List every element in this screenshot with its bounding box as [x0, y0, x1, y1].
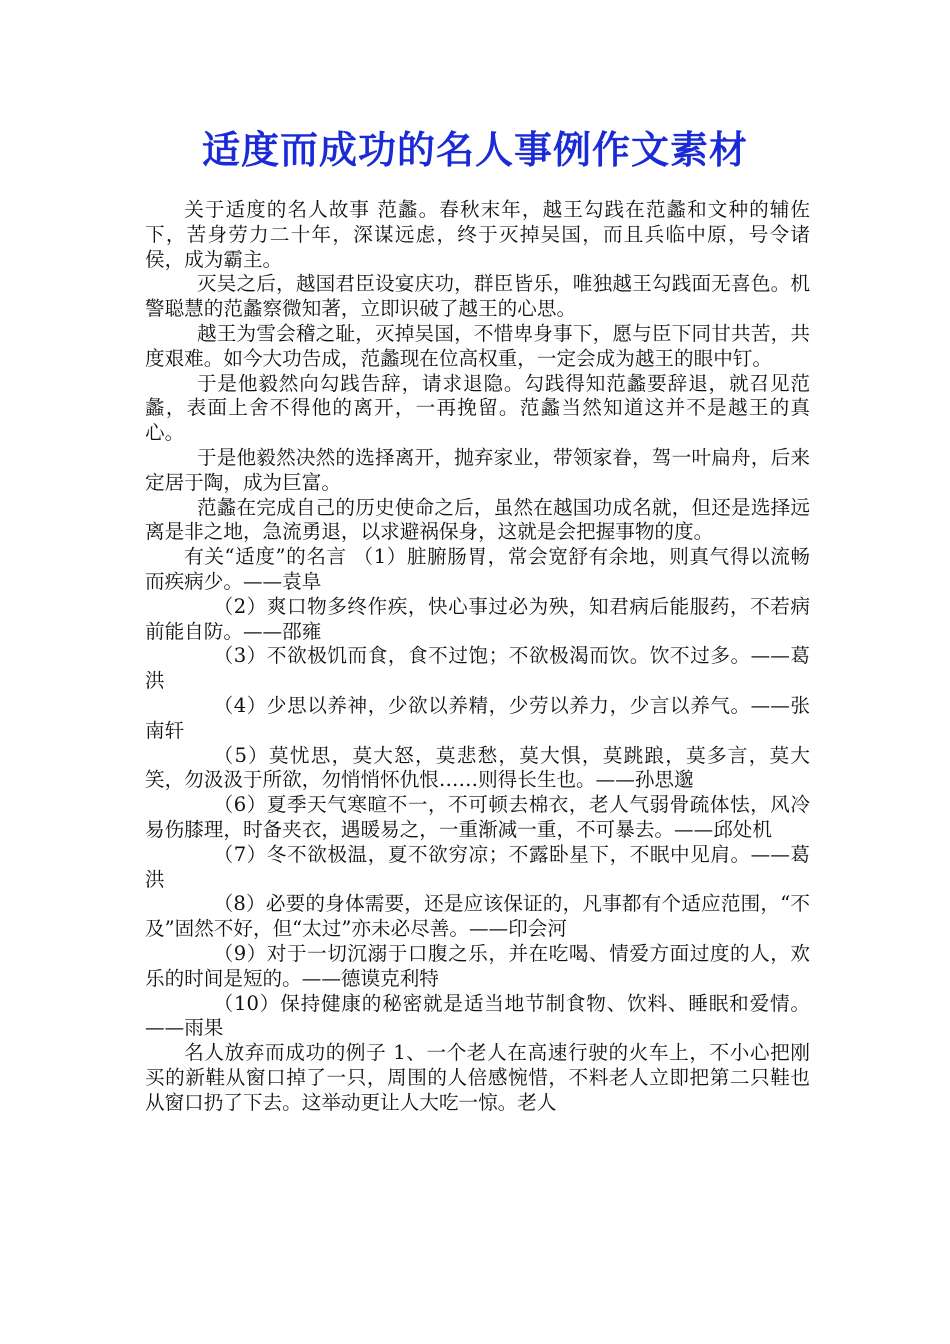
paragraph: （2）爽口物多终作疾，快心事过必为殃，知君病后能服药，不若病前能自防。——邵雍 [145, 594, 810, 643]
paragraph: （9）对于一切沉溺于口腹之乐，并在吃喝、情爱方面过度的人，欢乐的时间是短的。——德谟克利特 [145, 941, 810, 990]
paragraph: 名人放弃而成功的例子 1、一个老人在高速行驶的火车上，不小心把刚买的新鞋从窗口掉了一只，周围的人倍感惋惜，不料老人立即把第二只鞋也从窗口扔了下去。这举动更让人大吃一惊。老人 [145, 1041, 810, 1114]
paragraph: （10）保持健康的秘密就是适当地节制食物、饮料、睡眠和爱情。——雨果 [145, 991, 810, 1040]
paragraph: （8）必要的身体需要，还是应该保证的，凡事都有个适应范围，“不及”固然不好，但“太过”亦未必尽善。——印会河 [145, 892, 810, 941]
paragraph: 灭吴之后，越国君臣设宴庆功，群臣皆乐，唯独越王勾践面无喜色。机警聪慧的范蠡察微知著，立即识破了越王的心思。 [145, 272, 810, 321]
paragraph: 于是他毅然决然的选择离开，抛弃家业，带领家眷，驾一叶扁舟，后来定居于陶，成为巨富。 [145, 445, 810, 494]
paragraph: 范蠡在完成自己的历史使命之后，虽然在越国功成名就，但还是选择远离是非之地，急流勇退，以求避祸保身，这就是会把握事物的度。 [145, 495, 810, 544]
paragraph: （3）不欲极饥而食，食不过饱；不欲极渴而饮。饮不过多。——葛洪 [145, 644, 810, 693]
paragraph: 关于适度的名人故事 范蠡。春秋末年，越王勾践在范蠡和文种的辅佐下，苦身劳力二十年，深谋远虑，终于灭掉吴国，而且兵临中原，号令诸侯，成为霸主。 [145, 198, 810, 271]
paragraph: （4）少思以养神，少欲以养精，少劳以养力，少言以养气。——张南轩 [145, 693, 810, 742]
document-title: 适度而成功的名人事例作文素材 [201, 127, 748, 172]
paragraph: （6）夏季天气寒暄不一，不可顿去棉衣，老人气弱骨疏体怯，风冷易伤膝理，时备夹衣，遇暖易之，一重渐减一重，不可暴去。——邱处机 [145, 793, 810, 841]
document-body [145, 198, 810, 1115]
paragraph: 越王为雪会稽之耻，灭掉吴国，不惜卑身事下，愿与臣下同甘共苦，共度艰难。如今大功告成，范蠡现在位高权重，一定会成为越王的眼中钉。 [145, 321, 810, 370]
paragraph: 于是他毅然向勾践告辞，请求退隐。勾践得知范蠡要辞退，就召见范蠡，表面上舍不得他的离开，一再挽留。范蠡当然知道这并不是越王的真心。 [145, 371, 810, 445]
paragraph: （7）冬不欲极温，夏不欲穷凉；不露卧星下，不眠中见肩。——葛洪 [145, 842, 810, 891]
paragraph: （5）莫忧思，莫大怒，莫悲愁，莫大惧，莫跳踉，莫多言，莫大笑，勿汲汲于所欲，勿悄悄怀仇恨……则得长生也。——孙思邈 [145, 743, 810, 792]
paragraph: 有关“适度”的名言 （1）脏腑肠胃，常会宽舒有余地，则真气得以流畅而疾病少。——袁阜 [145, 545, 810, 593]
